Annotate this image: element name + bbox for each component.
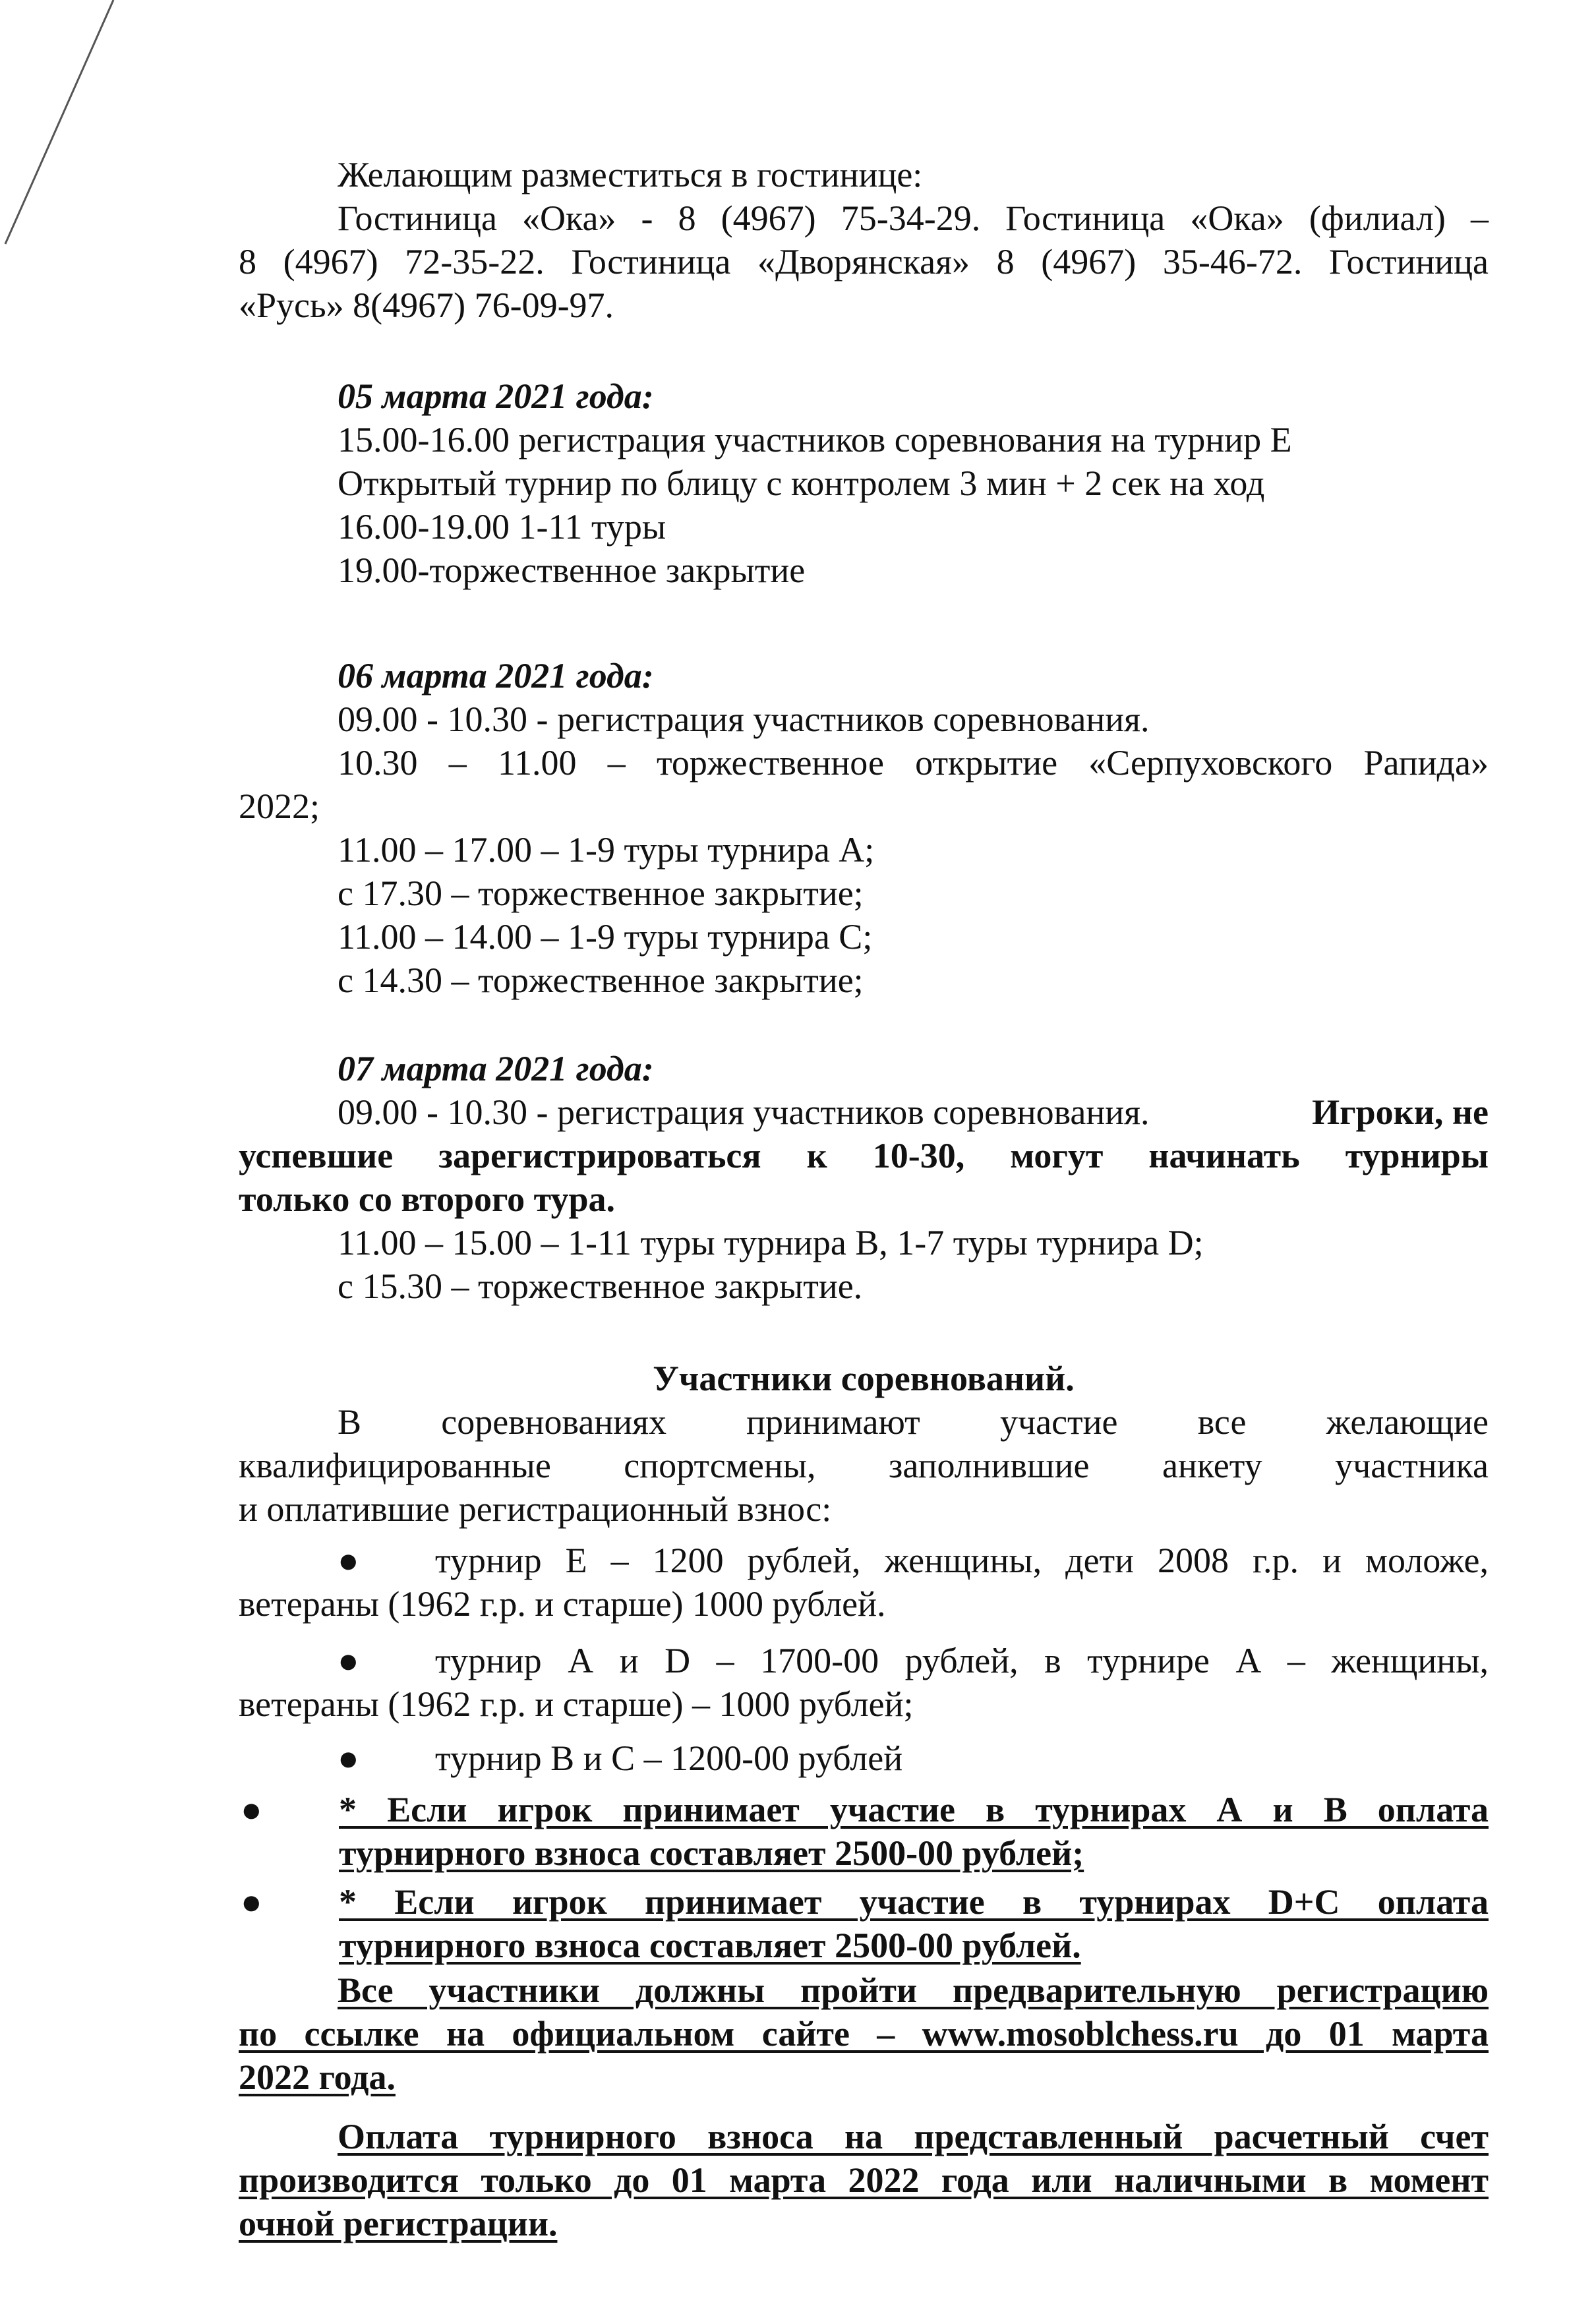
day3-item: с 15.30 – торжественное закрытие. — [338, 1266, 863, 1306]
hotels-intro: Желающим разместиться в гостинице: — [338, 155, 923, 194]
registration-note: 2022 года. — [239, 2057, 396, 2097]
fee-item: ветераны (1962 г.р. и старше) – 1000 рублей; — [239, 1684, 914, 1724]
fee-item: турнир А и D – 1700-00 рублей, в турнире А – женщины, — [435, 1641, 1489, 1680]
day3-late-note: только со второго тура. — [239, 1179, 616, 1219]
combo-fee: * Если игрок принимает участие в турнирах D+C оплата — [339, 1882, 1489, 1922]
day1-item: 16.00-19.00 1-11 туры — [338, 507, 666, 547]
day1-item: 19.00-торжественное закрытие — [338, 550, 806, 590]
combo-fee: турнирного взноса составляет 2500-00 рублей. — [339, 1926, 1081, 1965]
payment-note: производится только до 01 марта 2022 года или наличными в момент — [239, 2160, 1489, 2200]
day2-item: с 14.30 – торжественное закрытие; — [338, 961, 864, 1000]
day3-late-note: Игроки, не — [1312, 1092, 1489, 1132]
payment-note: Оплата турнирного взноса на представленный расчетный счет — [338, 2117, 1489, 2156]
day3-registration-text: 09.00 - 10.30 - регистрация участников соревнования. — [338, 1092, 1150, 1132]
day1-item: 15.00-16.00 регистрация участников соревнования на турнир E — [338, 420, 1292, 459]
day2-item: 2022; — [239, 786, 320, 826]
payment-note: очной регистрации. — [239, 2204, 558, 2243]
participants-text: В соревнованиях принимают участие все желающие — [338, 1402, 1489, 1442]
participants-heading: Участники соревнований. — [653, 1359, 1075, 1398]
hotels-line: «Русь» 8(4967) 76-09-97. — [239, 285, 614, 325]
hotels-line: 8 (4967) 72-35-22. Гостиница «Дворянская» 8 (4967) 35-46-72. Гостиница — [239, 242, 1489, 281]
bullet-icon: ● — [241, 1790, 262, 1829]
day2-item: 11.00 – 17.00 – 1-9 туры турнира А; — [338, 830, 875, 870]
day2-item: 10.30 – 11.00 – торжественное открытие «Серпуховского Рапида» — [338, 743, 1489, 783]
registration-note: Все участники должны пройти предварительную регистрацию — [338, 1970, 1489, 2010]
day3-late-note: успевшие зарегистрироваться к 10-30, могут начинать турниры — [239, 1136, 1489, 1175]
day2-date: 06 марта 2021 года: — [338, 656, 654, 695]
combo-fee: турнирного взноса составляет 2500-00 рублей; — [339, 1833, 1084, 1873]
day2-item: 09.00 - 10.30 - регистрация участников соревнования. — [338, 699, 1150, 739]
fee-item: ветераны (1962 г.р. и старше) 1000 рублей. — [239, 1584, 886, 1624]
day2-item: с 17.30 – торжественное закрытие; — [338, 873, 864, 913]
participants-text: и оплатившие регистрационный взнос: — [239, 1489, 832, 1529]
scan-edge-line — [0, 0, 132, 264]
day1-date: 05 марта 2021 года: — [338, 376, 654, 416]
registration-note: по ссылке на официальном сайте – www.mosoblchess.ru до 01 марта — [239, 2014, 1489, 2054]
participants-text: квалифицированные спортсмены, заполнившие анкету участника — [239, 1446, 1489, 1485]
fee-item: турнир В и С – 1200-00 рублей — [435, 1738, 903, 1778]
bullet-icon: ● — [338, 1738, 359, 1778]
bullet-icon: ● — [241, 1882, 262, 1922]
day1-item: Открытый турнир по блицу с контролем 3 мин + 2 сек на ход — [338, 463, 1265, 503]
bullet-icon: ● — [338, 1641, 359, 1680]
hotels-line: Гостиница «Ока» - 8 (4967) 75-34-29. Гостиница «Ока» (филиал) – — [338, 198, 1489, 238]
day3-date: 07 марта 2021 года: — [338, 1049, 654, 1088]
day2-item: 11.00 – 14.00 – 1-9 туры турнира С; — [338, 917, 873, 957]
day3-item: 11.00 – 15.00 – 1-11 туры турнира В, 1-7 туры турнира D; — [338, 1223, 1204, 1262]
bullet-icon: ● — [338, 1541, 359, 1580]
fee-item: турнир Е – 1200 рублей, женщины, дети 2008 г.р. и моложе, — [435, 1541, 1489, 1580]
day3-registration — [338, 1090, 1489, 1134]
combo-fee: * Если игрок принимает участие в турнирах А и В оплата — [339, 1790, 1489, 1829]
